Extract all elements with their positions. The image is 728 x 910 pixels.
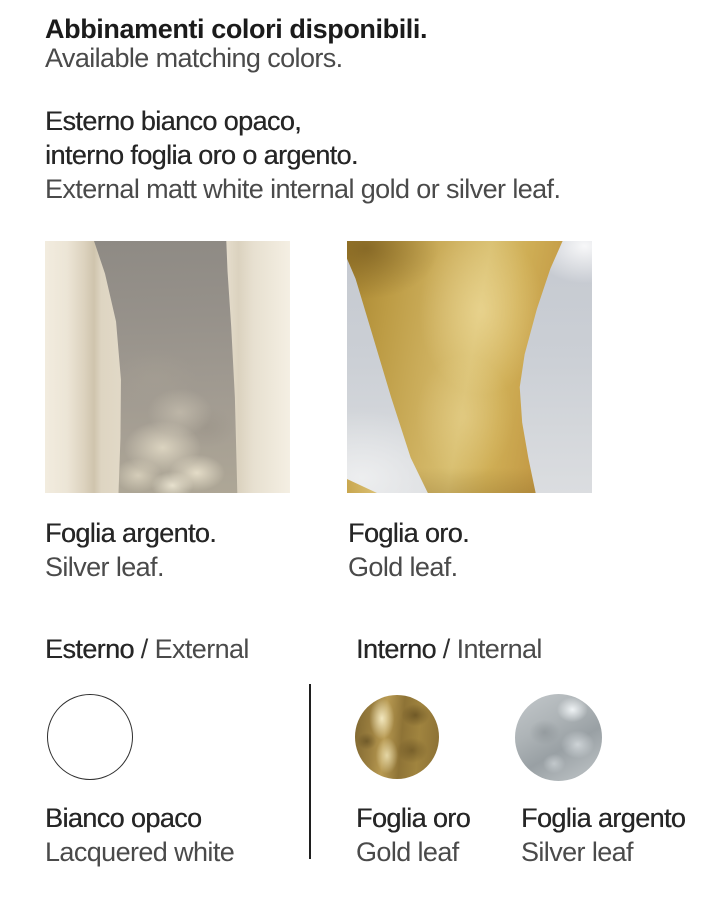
internal-heading-en: Internal [456, 634, 542, 664]
internal-heading-it: Interno [356, 634, 436, 664]
foglia-argento-label-en: Silver leaf [521, 837, 633, 867]
foglia-oro-label [356, 801, 470, 869]
silver-caption-it: Foglia argento. [45, 518, 217, 548]
intro-line-it-2: interno foglia oro o argento. [45, 140, 358, 170]
bianco-opaco-label [45, 801, 234, 869]
silver-photo-caption [45, 516, 216, 584]
internal-section-heading [356, 632, 542, 666]
intro-line-en: External matt white internal gold or silver leaf. [45, 174, 561, 204]
foglia-argento-swatch [515, 694, 602, 781]
foglia-argento-label-it: Foglia argento [521, 803, 686, 833]
bianco-opaco-swatch [47, 694, 133, 780]
external-heading-it: Esterno [45, 634, 134, 664]
foglia-oro-swatch [355, 695, 439, 779]
foglia-oro-label-it: Foglia oro [356, 803, 471, 833]
internal-heading-separator: / [442, 634, 457, 664]
foglia-argento-label [521, 801, 685, 869]
external-heading-separator: / [140, 634, 155, 664]
silver-caption-en: Silver leaf. [45, 552, 164, 582]
bianco-opaco-label-it: Bianco opaco [45, 803, 202, 833]
bianco-opaco-label-en: Lacquered white [45, 837, 235, 867]
page-title: Abbinamenti colori disponibili. [45, 14, 428, 44]
palette-divider [309, 684, 311, 859]
external-heading-en: External [154, 634, 249, 664]
gold-leaf-texture [347, 241, 592, 493]
page-subtitle: Available matching colors. [45, 43, 343, 73]
gold-photo-caption [348, 516, 469, 584]
foglia-oro-label-en: Gold leaf [356, 837, 459, 867]
gold-caption-it: Foglia oro. [348, 518, 469, 548]
external-section-heading [45, 632, 249, 666]
silver-leaf-photo [45, 241, 290, 493]
intro-paragraph [45, 104, 560, 206]
intro-line-it-1: Esterno bianco opaco, [45, 106, 302, 136]
gold-leaf-photo [347, 241, 592, 493]
silver-leaf-texture [45, 241, 290, 493]
gold-caption-en: Gold leaf. [348, 552, 458, 582]
gold-leaf-corner-fragment [347, 479, 377, 493]
